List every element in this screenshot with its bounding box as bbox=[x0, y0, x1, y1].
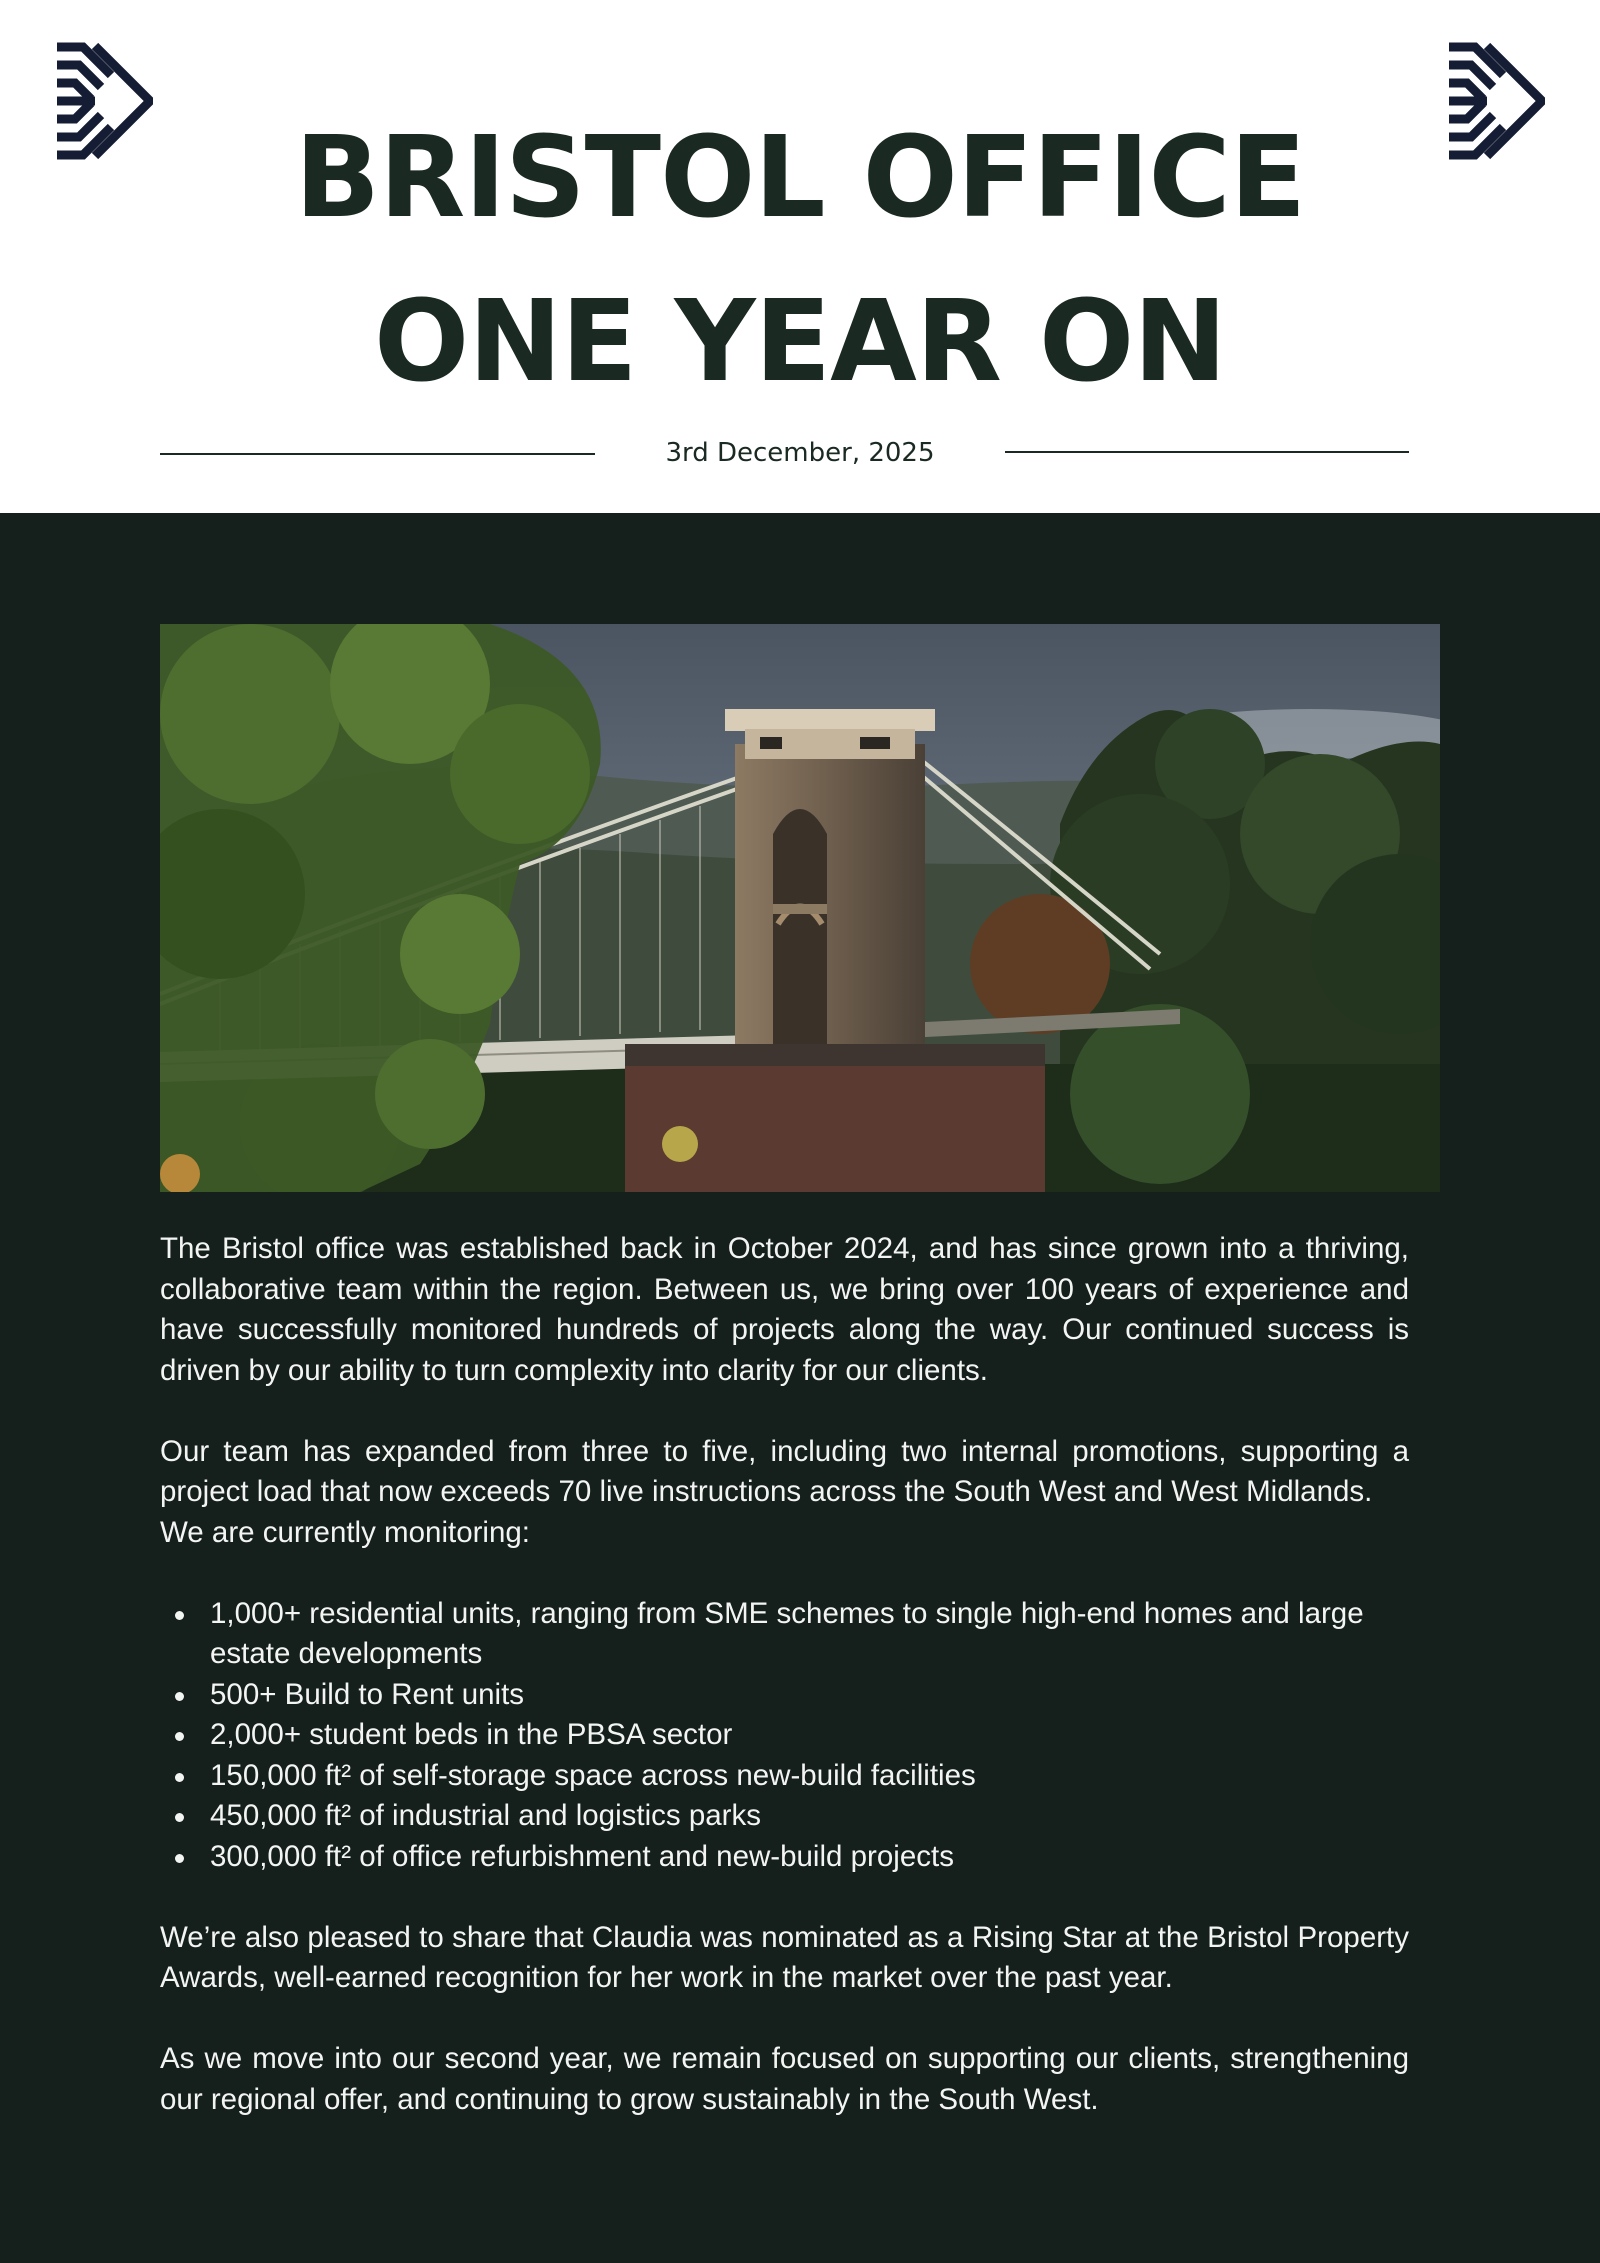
page-title-line-2: ONE YEAR ON bbox=[374, 277, 1226, 407]
list-item: 500+ Build to Rent units bbox=[160, 1675, 1409, 1716]
paragraph-1: The Bristol office was established back in October 2024, and has since grown into a thriving, collaborative team within the region. Between us, we bring over 100 years of experience and have successfully monitored hundreds of projects along the way. Our continued success is driven by our ability to turn complexity into clarity for our clients. bbox=[160, 1232, 1409, 1387]
divider-right bbox=[1005, 451, 1409, 453]
paragraph-3: We’re also pleased to share that Claudia was nominated as a Rising Star at the Bristol Property Awards, well-earned recognition for her work in the market over the past year. bbox=[160, 1920, 1409, 1994]
list-intro: We are currently monitoring: bbox=[160, 1515, 530, 1549]
list-item: 2,000+ student beds in the PBSA sector bbox=[160, 1715, 1409, 1756]
paragraph-2: Our team has expanded from three to five, including two internal promotions, supporting a project load that now exceeds 70 live instructions across the South West and West Midlands. bbox=[160, 1434, 1409, 1508]
page-title-line-1: BRISTOL OFFICE bbox=[294, 113, 1306, 243]
article-body bbox=[160, 1229, 1409, 2120]
list-item: 450,000 ft² of industrial and logistics parks bbox=[160, 1796, 1409, 1837]
monitoring-list bbox=[160, 1594, 1409, 1878]
bridge-photo bbox=[160, 624, 1440, 1192]
header bbox=[0, 0, 1600, 513]
paragraph-4: As we move into our second year, we remain focused on supporting our clients, strengthening our regional offer, and continuing to grow sustainably in the South West. bbox=[160, 2042, 1409, 2116]
list-item: 150,000 ft² of self-storage space across new-build facilities bbox=[160, 1756, 1409, 1797]
publication-date: 3rd December, 2025 bbox=[665, 438, 935, 468]
divider-left bbox=[160, 453, 595, 455]
list-item: 300,000 ft² of office refurbishment and new-build projects bbox=[160, 1837, 1409, 1878]
list-item: 1,000+ residential units, ranging from SME schemes to single high-end homes and large estate developments bbox=[160, 1594, 1409, 1675]
